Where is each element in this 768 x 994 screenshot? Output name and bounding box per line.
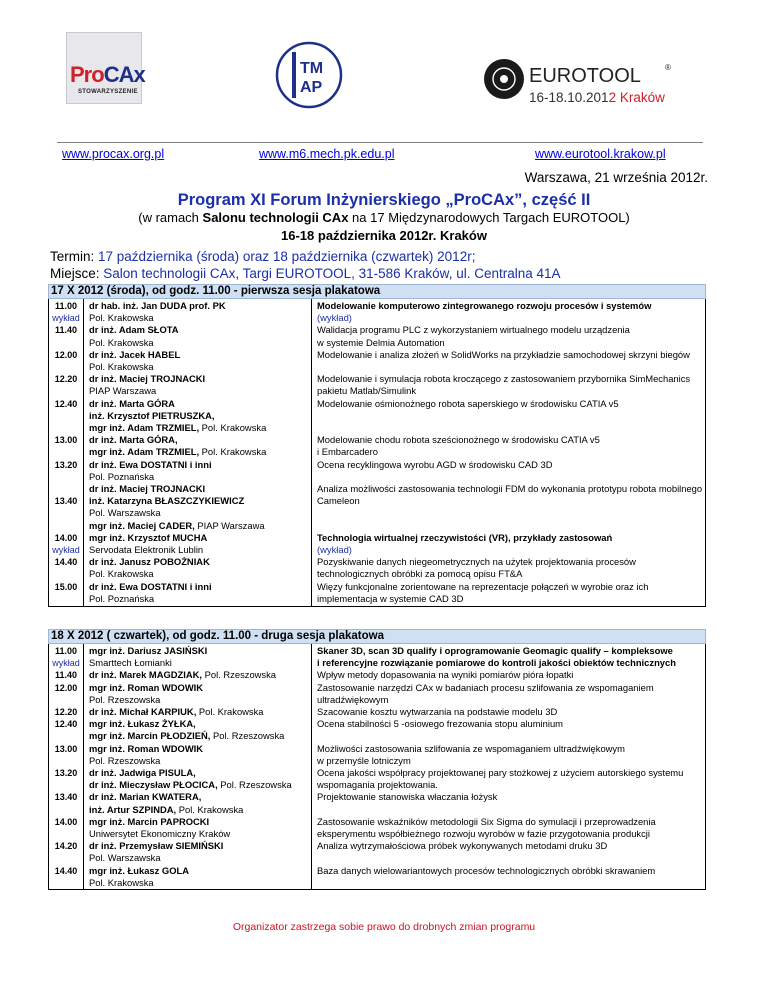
speaker-line: mgr inż. Łukasz ŻYŁKA, xyxy=(89,718,196,730)
time-slot: 11.00 xyxy=(54,301,78,311)
talk-title-line: pakietu Matlab/Simulink xyxy=(317,385,417,397)
speaker-line: dr hab. inż. Jan DUDA prof. PK xyxy=(89,300,226,311)
speaker-line: dr inż. Ewa DOSTATNI i inni xyxy=(89,580,212,592)
speaker-line: Uniwersytet Ekonomiczny Kraków xyxy=(89,828,231,839)
speaker-line: Pol. Poznańska xyxy=(89,592,155,604)
svg-text:®: ® xyxy=(665,63,671,72)
talk-title-line: Zastosowanie wskaźników metodologii Six Sigma do symulacji i przeprowadzenia xyxy=(317,815,656,827)
talk-title-line: wspomagania projektowania. xyxy=(317,779,438,791)
speaker-line: inż. Katarzyna BŁASZCZYKIEWICZ xyxy=(89,495,245,507)
talk-title-line: Pozyskiwanie danych niegeometrycznych na użytek projektowania procesów xyxy=(317,556,636,568)
speaker-line: dr inż. Jadwiga PISULA, xyxy=(89,767,196,778)
link-procax[interactable]: www.procax.org.pl xyxy=(62,147,165,161)
speaker-line: dr inż. Marek MAGDZIAK, Pol. Rzeszowska xyxy=(89,669,277,681)
divider-top xyxy=(57,142,703,143)
time-slot: 14.40 xyxy=(54,557,78,568)
talk-title-line: Modelowanie i symulacja robota kroczącego z zastosowaniem przybornika SimMechanics xyxy=(317,373,691,385)
time-slot: 12.40 xyxy=(54,719,78,730)
speaker-line: Pol. Poznańska xyxy=(89,470,155,482)
talk-title-line: Modelowanie ośmionożnego robota saperskiego w środowisku CATIA v5 xyxy=(317,397,619,409)
talk-title-line: i Embarcadero xyxy=(317,446,378,458)
speaker-line: dr inż. Janusz POBOŻNIAK xyxy=(89,556,210,568)
talk-title-line: Modelowanie i analiza złożeń w SolidWorks na przykładzie samochodowej skrzyni biegów xyxy=(317,348,690,360)
svg-text:EUROTOOL: EUROTOOL xyxy=(529,65,641,87)
talk-title-line: Ocena recyklingowa wyrobu AGD w środowisku CAD 3D xyxy=(317,458,553,470)
talk-title-line: Więzy funkcjonalne zorientowane na reprezentacje połączeń w wyrobie oraz ich xyxy=(317,580,649,592)
lecture-tag: wykład xyxy=(52,658,80,669)
speaker-line: Pol. Warszawska xyxy=(89,852,161,864)
talk-title-line: Wpływ metody dopasowania na wyniki pomiarów pióra łopatki xyxy=(317,669,574,681)
talk-title-line: w przemyśle lotniczym xyxy=(317,754,411,766)
event-place: Miejsce: Salon technologii CAx, Targi EUROTOOL, 31-586 Kraków, ul. Centralna 41A xyxy=(50,266,561,281)
speaker-line: mgr inż. Roman WDOWIK xyxy=(89,681,204,693)
speaker-line: PIAP Warszawa xyxy=(89,385,157,397)
link-eurotool[interactable]: www.eurotool.krakow.pl xyxy=(535,147,666,161)
time-slot: 12.00 xyxy=(54,349,78,360)
talk-title-line: Ocena stabilności 5 -osiowego frezowania stopu aluminium xyxy=(317,718,563,730)
speaker-line: Pol. Warszawska xyxy=(89,507,161,519)
speaker-line: mgr inż. Adam TRZMIEL, Pol. Krakowska xyxy=(89,422,267,433)
speaker-line: Pol. Krakowska xyxy=(89,568,154,580)
talk-title-line: (wykład) xyxy=(317,544,352,555)
talk-title-line: Ocena jakości współpracy projektowanej pary stożkowej z użyciem autorskiego systemu xyxy=(317,767,684,778)
time-slot: 13.00 xyxy=(54,743,78,754)
talk-title-line: Szacowanie kosztu wytwarzania na podstawie modelu 3D xyxy=(317,706,558,717)
speaker-line: Pol. Krakowska xyxy=(89,336,154,348)
speaker-line: mgr inż. Marcin PŁODZIEŃ, Pol. Rzeszowska xyxy=(89,730,285,742)
event-term: Termin: 17 października (środa) oraz 18 października (czwartek) 2012r; xyxy=(50,249,476,264)
speaker-line: dr inż. Maciej TROJNACKI xyxy=(89,483,206,494)
tmap-logo xyxy=(274,40,344,110)
talk-title-line: Projektowanie stanowiska właczania łożysk xyxy=(317,791,498,803)
talk-title-line: Technologia wirtualnej rzeczywistości (VR), przykłady zastosowań xyxy=(317,531,613,543)
speaker-line: mgr inż. Łukasz GOLA xyxy=(89,864,190,876)
time-slot: 13.20 xyxy=(54,459,78,470)
speaker-line: dr inż. Marta GÓRA xyxy=(89,397,175,409)
session1-header: 17 X 2012 (środa), od godz. 11.00 - pierwsza sesja plakatowa xyxy=(48,284,706,299)
speaker-line: Pol. Krakowska xyxy=(89,312,154,324)
talk-title-line: w systemie Delmia Automation xyxy=(317,336,445,348)
time-slot: 13.40 xyxy=(54,496,78,507)
talk-title-line: Możliwości zastosowania szlifowania ze wspomaganiem ultradźwiękowym xyxy=(317,742,625,754)
page-subtitle: (w ramach Salonu technologii CAx na 17 Międzynarodowych Targach EUROTOOL) xyxy=(138,210,630,225)
time-slot: 12.00 xyxy=(54,682,78,693)
talk-title-line: Modelowanie komputerowo zintegrowanego rozwoju procesów i systemów xyxy=(317,300,652,311)
time-slot: 14.20 xyxy=(54,841,78,852)
page-title: Program XI Forum Inżynierskiego „ProCAx”, część II xyxy=(177,191,591,209)
procax-logo: ProCAx STOWARZYSZENIE xyxy=(66,32,142,104)
talk-title-line: Baza danych wielowariantowych procesów technologicznych obróbki skrawaniem xyxy=(317,864,656,876)
time-slot: 14.00 xyxy=(54,532,78,543)
speaker-line: dr inż. Przemysław SIEMIŃSKI xyxy=(89,840,224,852)
event-dates: 16-18 października 2012r. Kraków xyxy=(281,228,487,243)
speaker-line: dr inż. Marian KWATERA, xyxy=(89,791,202,803)
time-slot: 13.20 xyxy=(54,768,78,778)
talk-title-line: Analiza możliwości zastosowania technologii FDM do wykonania prototypu robota mobilnego xyxy=(317,483,703,494)
talk-title-line: ultradźwiękowym xyxy=(317,693,389,705)
speaker-line: dr inż. Adam SŁOTA xyxy=(89,324,179,336)
talk-title-line: Walidacja programu PLC z wykorzystaniem wirtualnego modelu urządzenia xyxy=(317,324,630,336)
time-slot: 14.00 xyxy=(54,816,78,827)
footnote: Organizator zastrzega sobie prawo do drobnych zmian programu xyxy=(232,921,536,933)
session2-header: 18 X 2012 ( czwartek), od godz. 11.00 - druga sesja plakatowa xyxy=(48,629,706,644)
speaker-line: mgr inż. Maciej CADER, PIAP Warszawa xyxy=(89,519,265,531)
talk-title-line: i referencyjne rozwiązanie pomiarowe do kontroli jakości obiektów technicznych xyxy=(317,657,676,669)
time-slot: 13.00 xyxy=(54,435,78,446)
svg-text:16-18.10.2012 Kraków: 16-18.10.2012 Kraków xyxy=(529,90,665,105)
speaker-line: Pol. Rzeszowska xyxy=(89,754,161,766)
talk-title-line: Zastosowanie narzędzi CAx w badaniach procesu szlifowania ze wspomaganiem xyxy=(317,681,654,693)
time-slot: 12.20 xyxy=(54,374,78,385)
session2-table xyxy=(48,644,706,890)
talk-title-line: technologicznych obróbki za pomocą opisu FT&A xyxy=(317,568,523,580)
speaker-line: mgr inż. Dariusz JASIŃSKI xyxy=(89,645,208,656)
speaker-line: Pol. Krakowska xyxy=(89,361,154,372)
time-slot: 11.00 xyxy=(54,646,78,656)
speaker-line: dr inż. Marta GÓRA, xyxy=(89,434,178,446)
speaker-line: dr inż. Maciej TROJNACKI xyxy=(89,373,206,385)
time-slot: 15.00 xyxy=(54,581,78,592)
speaker-line: dr inż. Jacek HABEL xyxy=(89,348,181,360)
speaker-line: Pol. Rzeszowska xyxy=(89,693,161,705)
time-slot: 14.40 xyxy=(54,865,78,876)
svg-text:TM: TM xyxy=(300,60,324,77)
talk-title-line: (wykład) xyxy=(317,312,352,324)
speaker-line: mgr inż. Adam TRZMIEL, Pol. Krakowska xyxy=(89,446,267,458)
speaker-line: dr inż. Mieczysław PŁOCICA, Pol. Rzeszowska xyxy=(89,779,292,791)
speaker-line: mgr inż. Roman WDOWIK xyxy=(89,742,204,754)
speaker-line: Pol. Krakowska xyxy=(89,876,154,888)
talk-title-line: Cameleon xyxy=(317,495,360,507)
speaker-line: Servodata Elektronik Lublin xyxy=(89,544,204,555)
talk-title-line: eksperymentu współbieżnego rozwoju wyrobów w fazie przygotowania produkcji xyxy=(317,828,650,839)
speaker-line: inż. Artur SZPINDA, Pol. Krakowska xyxy=(89,803,244,815)
time-slot: 13.40 xyxy=(54,792,78,803)
speaker-line: mgr inż. Marcin PAPROCKI xyxy=(89,815,210,827)
speaker-line: Smarttech Łomianki xyxy=(89,657,172,669)
time-slot: 11.40 xyxy=(54,325,78,336)
speaker-line: dr inż. Ewa DOSTATNI i inni xyxy=(89,458,212,470)
session1-table xyxy=(48,299,706,607)
speaker-line: inż. Krzysztof PIETRUSZKA, xyxy=(89,409,215,421)
document-date: Warszawa, 21 września 2012r. xyxy=(524,170,708,185)
talk-title-line: implementacja w systemie CAD 3D xyxy=(317,592,464,604)
speaker-line: dr inż. Michał KARPIUK, Pol. Krakowska xyxy=(89,706,264,717)
speaker-line: mgr inż. Krzysztof MUCHA xyxy=(89,531,208,543)
talk-title-line: Skaner 3D, scan 3D qualify i oprogramowanie Geomagic qualify – kompleksowe xyxy=(317,645,673,656)
lecture-tag: wykład xyxy=(52,313,80,324)
eurotool-logo xyxy=(482,58,682,116)
link-m6[interactable]: www.m6.mech.pk.edu.pl xyxy=(259,147,395,161)
lecture-tag: wykład xyxy=(52,545,80,555)
time-slot: 12.20 xyxy=(54,707,78,717)
svg-text:AP: AP xyxy=(300,79,323,96)
talk-title-line: Analiza wytrzymałościowa próbek wykonywanych metodami druku 3D xyxy=(317,840,608,852)
talk-title-line: Modelowanie chodu robota sześcionożnego w środowisku CATIA v5 xyxy=(317,434,600,446)
time-slot: 11.40 xyxy=(54,670,78,681)
time-slot: 12.40 xyxy=(54,398,78,409)
